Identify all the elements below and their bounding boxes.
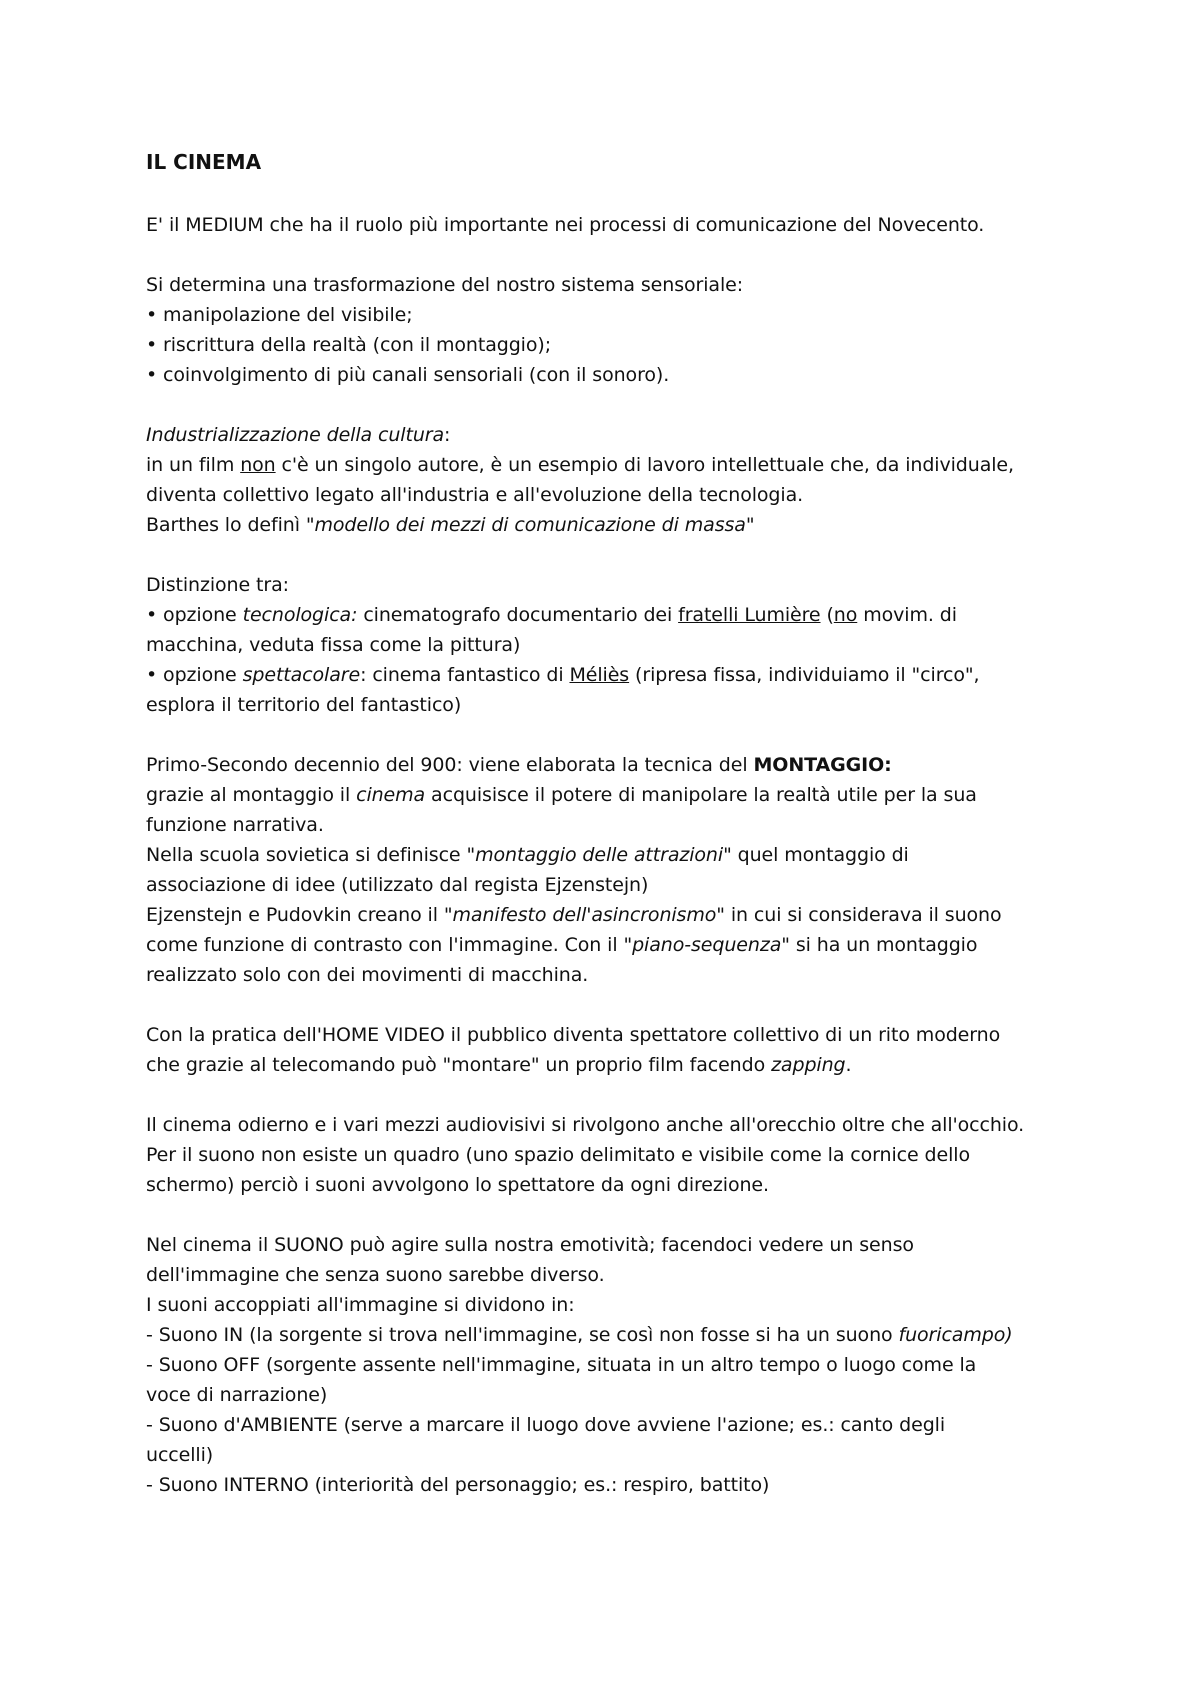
- suono-ambiente-item-cont: uccelli): [146, 1444, 214, 1466]
- industria-line: in un film non c'è un singolo autore, è un esempio di lavoro intellettuale che, da individuale,: [146, 454, 1014, 476]
- underlined-word: non: [240, 454, 276, 476]
- industria-heading-text: Industrializzazione della cultura: [146, 424, 445, 446]
- montaggio-line: come funzione di contrasto con l'immagine. Con il "piano-sequenza" si ha un montaggio: [146, 934, 978, 956]
- montaggio-line: realizzato solo con dei movimenti di macchina.: [146, 964, 589, 986]
- suono-in-item: - Suono IN (la sorgente si trova nell'immagine, se così non fosse si ha un suono fuoricampo): [146, 1324, 1013, 1346]
- home-video-line: che grazie al telecomando può "montare" un proprio film facendo zapping.: [146, 1054, 852, 1076]
- suono-interno-item: - Suono INTERNO (interiorità del personaggio; es.: respiro, battito): [146, 1474, 770, 1496]
- barthes-quote: Barthes lo definì "modello dei mezzi di comunicazione di massa": [146, 514, 755, 536]
- orecchio-line: Il cinema odierno e i vari mezzi audiovisivi si rivolgono anche all'orecchio oltre che all'occhio.: [146, 1114, 1025, 1136]
- suono-line: Nel cinema il SUONO può agire sulla nostra emotività; facendoci vedere un senso: [146, 1234, 914, 1256]
- intro-paragraph: E' il MEDIUM che ha il ruolo più importante nei processi di comunicazione del Novecento.: [146, 214, 985, 236]
- option-tecnologica-cont: macchina, veduta fissa come la pittura): [146, 634, 521, 656]
- underlined-lumiere: fratelli Lumière: [678, 604, 821, 626]
- orecchio-line: Per il suono non esiste un quadro (uno spazio delimitato e visibile come la cornice dello: [146, 1144, 970, 1166]
- option-tecnologica: • opzione tecnologica: cinematografo documentario dei fratelli Lumière (no movim. di: [146, 604, 957, 626]
- montaggio-line: grazie al montaggio il cinema acquisisce il potere di manipolare la realtà utile per la sua: [146, 784, 977, 806]
- bullet-item: • coinvolgimento di più canali sensoriali (con il sonoro).: [146, 364, 670, 386]
- underlined-no: no: [833, 604, 858, 626]
- bullet-item: • riscrittura della realtà (con il montaggio);: [146, 334, 552, 356]
- suono-off-item: - Suono OFF (sorgente assente nell'immagine, situata in un altro tempo o luogo come la: [146, 1354, 977, 1376]
- suono-ambiente-item: - Suono d'AMBIENTE (serve a marcare il luogo dove avviene l'azione; es.: canto degli: [146, 1414, 946, 1436]
- sensoriale-lead: Si determina una trasformazione del nostro sistema sensoriale:: [146, 274, 744, 296]
- industria-line: diventa collettivo legato all'industria e all'evoluzione della tecnologia.: [146, 484, 804, 506]
- distinzione-lead: Distinzione tra:: [146, 574, 289, 596]
- montaggio-line: associazione di idee (utilizzato dal regista Ejzenstejn): [146, 874, 649, 896]
- montaggio-line: funzione narrativa.: [146, 814, 324, 836]
- suono-off-item-cont: voce di narrazione): [146, 1384, 328, 1406]
- home-video-line: Con la pratica dell'HOME VIDEO il pubblico diventa spettatore collettivo di un rito moderno: [146, 1024, 1001, 1046]
- option-spettacolare-cont: esplora il territorio del fantastico): [146, 694, 462, 716]
- montaggio-line: Ejzenstejn e Pudovkin creano il "manifesto dell'asincronismo" in cui si considerava il suono: [146, 904, 1002, 926]
- option-spettacolare: • opzione spettacolare: cinema fantastico di Méliès (ripresa fissa, individuiamo il "circo",: [146, 664, 980, 686]
- montaggio-heading-line: Primo-Secondo decennio del 900: viene elaborata la tecnica del MONTAGGIO:: [146, 754, 892, 776]
- underlined-melies: Méliès: [569, 664, 630, 686]
- bullet-item: • manipolazione del visibile;: [146, 304, 413, 326]
- orecchio-line: schermo) perciò i suoni avvolgono lo spettatore da ogni direzione.: [146, 1174, 769, 1196]
- page-title: IL CINEMA: [146, 150, 262, 174]
- industria-heading: Industrializzazione della cultura:: [146, 424, 451, 446]
- montaggio-line: Nella scuola sovietica si definisce "montaggio delle attrazioni" quel montaggio di: [146, 844, 909, 866]
- suono-line: I suoni accoppiati all'immagine si dividono in:: [146, 1294, 575, 1316]
- suono-line: dell'immagine che senza suono sarebbe diverso.: [146, 1264, 605, 1286]
